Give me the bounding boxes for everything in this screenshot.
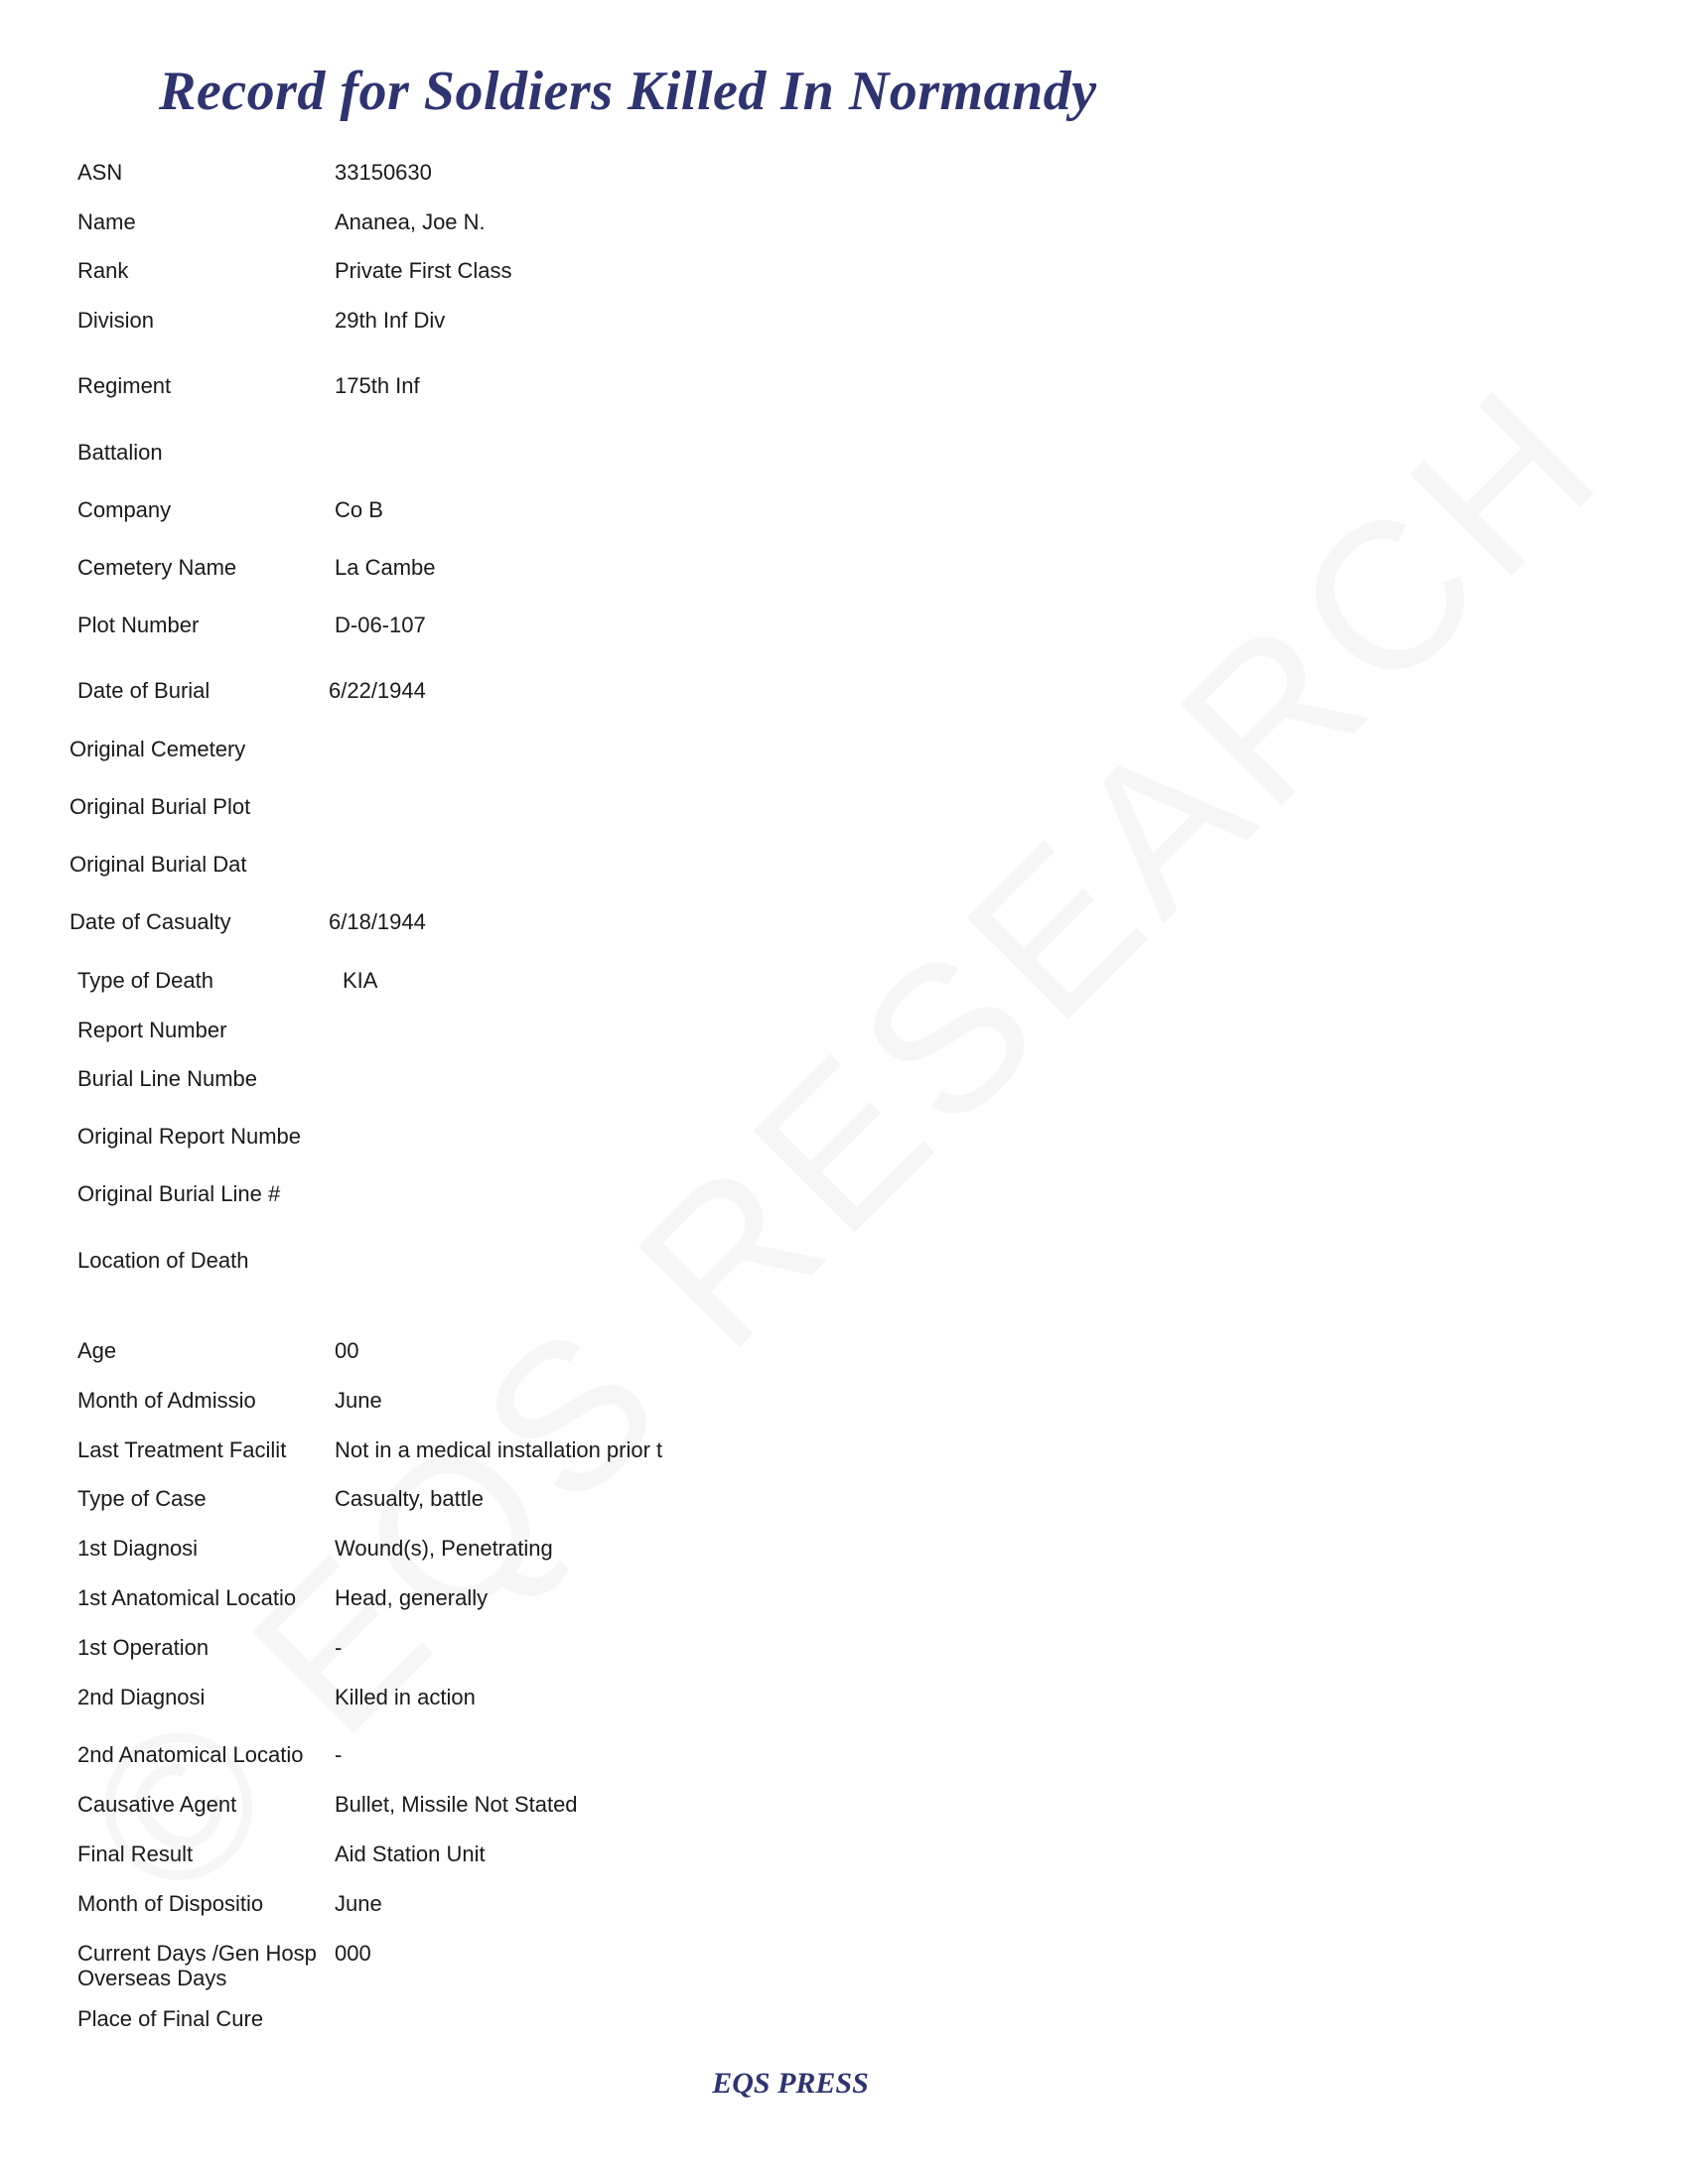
name-value: Ananea, Joe N. xyxy=(335,209,486,234)
cemetery-name-label: Cemetery Name xyxy=(77,555,237,580)
month-of-admission-label: Month of Admissio xyxy=(77,1388,256,1413)
age-label: Age xyxy=(77,1338,117,1363)
second-anatomical-location-label: 2nd Anatomical Locatio xyxy=(77,1742,304,1767)
second-diagnosis-label: 2nd Diagnosi xyxy=(77,1685,206,1709)
type-of-death-value: KIA xyxy=(343,968,378,993)
month-of-disposition-label: Month of Dispositio xyxy=(77,1891,264,1916)
age-value: 00 xyxy=(335,1338,359,1363)
company-value: Co B xyxy=(335,497,383,522)
overseas-days-label: Overseas Days xyxy=(77,1966,227,1990)
current-days-value: 000 xyxy=(335,1941,371,1966)
last-treatment-facility-value: Not in a medical installation prior t xyxy=(335,1437,663,1462)
month-of-admission-value: June xyxy=(335,1388,382,1413)
last-treatment-facility-label: Last Treatment Facilit xyxy=(77,1437,287,1462)
cemetery-name-value: La Cambe xyxy=(335,555,436,580)
current-days-label: Current Days /Gen Hosp xyxy=(77,1941,317,1966)
original-cemetery-label: Original Cemetery xyxy=(70,737,246,761)
first-operation-value: - xyxy=(335,1635,343,1660)
month-of-disposition-value: June xyxy=(335,1891,382,1916)
division-label: Division xyxy=(77,308,155,333)
plot-number-value: D-06-107 xyxy=(335,613,426,637)
date-of-casualty-label: Date of Casualty xyxy=(70,909,231,934)
second-anatomical-location-value: - xyxy=(335,1742,343,1767)
rank-value: Private First Class xyxy=(335,258,512,283)
page-title: Record for Soldiers Killed In Normandy xyxy=(159,61,1097,122)
first-operation-label: 1st Operation xyxy=(77,1635,210,1660)
report-number-label: Report Number xyxy=(77,1018,227,1042)
first-diagnosis-label: 1st Diagnosi xyxy=(77,1536,199,1561)
rank-label: Rank xyxy=(77,258,129,283)
first-anatomical-location-value: Head, generally xyxy=(335,1585,489,1610)
division-value: 29th Inf Div xyxy=(335,308,446,333)
original-burial-plot-label: Original Burial Plot xyxy=(70,794,251,819)
company-label: Company xyxy=(77,497,172,522)
name-label: Name xyxy=(77,209,136,234)
plot-number-label: Plot Number xyxy=(77,613,200,637)
original-burial-line-label: Original Burial Line # xyxy=(77,1181,281,1206)
first-anatomical-location-label: 1st Anatomical Locatio xyxy=(77,1585,297,1610)
regiment-value: 175th Inf xyxy=(335,373,420,398)
causative-agent-value: Bullet, Missile Not Stated xyxy=(335,1792,578,1817)
footer-publisher: EQS PRESS xyxy=(712,2067,869,2100)
burial-line-number-label: Burial Line Numbe xyxy=(77,1066,257,1091)
type-of-case-value: Casualty, battle xyxy=(335,1486,485,1511)
place-of-final-cure-label: Place of Final Cure xyxy=(77,2006,264,2031)
regiment-label: Regiment xyxy=(77,373,172,398)
battalion-label: Battalion xyxy=(77,440,163,465)
original-report-number-label: Original Report Numbe xyxy=(77,1124,301,1149)
original-burial-date-label: Original Burial Dat xyxy=(70,852,247,877)
date-of-burial-value: 6/22/1944 xyxy=(329,678,426,703)
first-diagnosis-value: Wound(s), Penetrating xyxy=(335,1536,553,1561)
type-of-death-label: Type of Death xyxy=(77,968,213,993)
asn-value: 33150630 xyxy=(335,160,432,185)
location-of-death-label: Location of Death xyxy=(77,1248,249,1273)
asn-label: ASN xyxy=(77,160,123,185)
second-diagnosis-value: Killed in action xyxy=(335,1685,476,1709)
final-result-label: Final Result xyxy=(77,1842,194,1866)
causative-agent-label: Causative Agent xyxy=(77,1792,237,1817)
type-of-case-label: Type of Case xyxy=(77,1486,207,1511)
date-of-casualty-value: 6/18/1944 xyxy=(329,909,426,934)
date-of-burial-label: Date of Burial xyxy=(77,678,211,703)
final-result-value: Aid Station Unit xyxy=(335,1842,486,1866)
